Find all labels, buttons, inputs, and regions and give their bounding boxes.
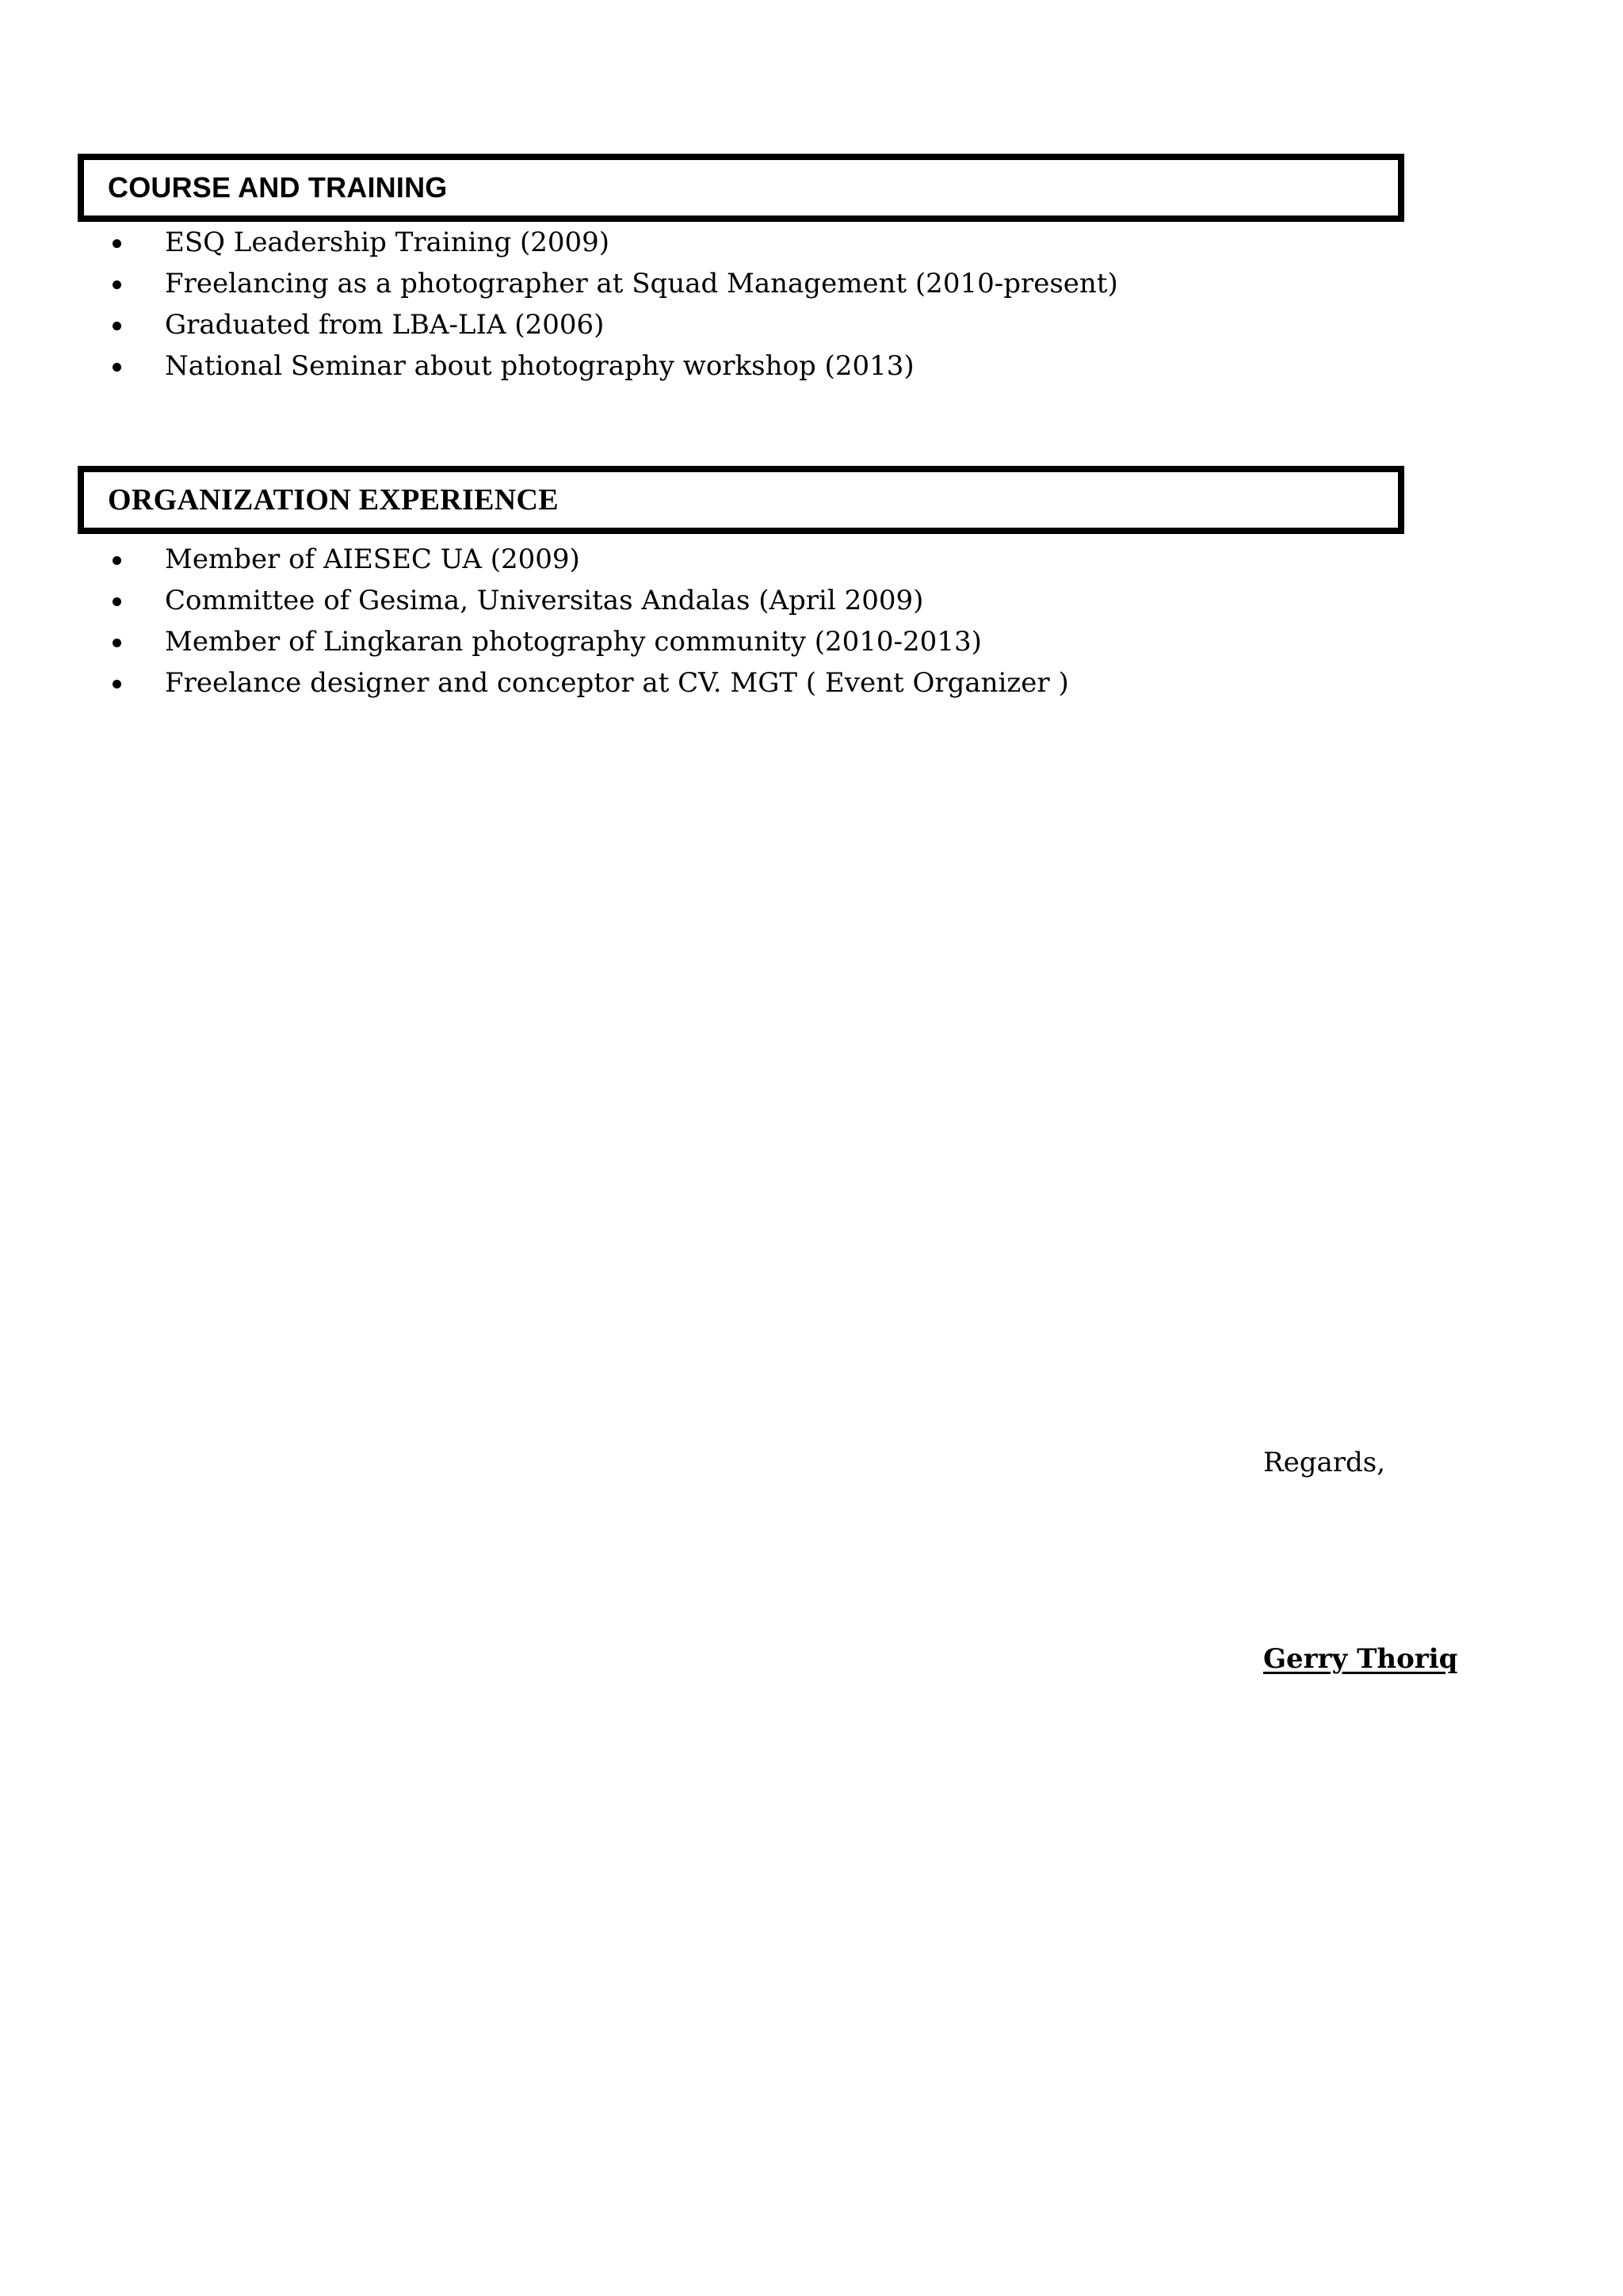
list-item-text: Graduated from LBA-LIA (2006) bbox=[165, 309, 605, 341]
list-item-text: Member of Lingkaran photography community (2010-2013) bbox=[165, 626, 982, 658]
organization-experience-heading: ORGANIZATION EXPERIENCE bbox=[108, 483, 559, 517]
list-item-text: Freelancing as a photographer at Squad Management (2010-present) bbox=[165, 268, 1118, 299]
bullet-icon bbox=[113, 363, 121, 372]
bullet-icon bbox=[113, 639, 121, 647]
bullet-icon bbox=[113, 556, 121, 565]
course-training-heading-box bbox=[78, 154, 1404, 222]
list-item-text: Committee of Gesima, Universitas Andalas (April 2009) bbox=[165, 585, 924, 616]
bullet-icon bbox=[113, 239, 121, 248]
list-item-text: National Seminar about photography workshop (2013) bbox=[165, 350, 915, 382]
signature-name: Gerry Thoriq bbox=[1263, 1643, 1458, 1675]
organization-experience-heading-box bbox=[78, 466, 1404, 534]
list-item-text: Member of AIESEC UA (2009) bbox=[165, 543, 580, 575]
bullet-icon bbox=[113, 597, 121, 606]
bullet-icon bbox=[113, 322, 121, 330]
bullet-icon bbox=[113, 280, 121, 289]
course-training-heading: COURSE AND TRAINING bbox=[108, 171, 448, 204]
list-item-text: Freelance designer and conceptor at CV. MGT ( Event Organizer ) bbox=[165, 667, 1069, 699]
bullet-icon bbox=[113, 680, 121, 688]
closing-salutation: Regards, bbox=[1263, 1447, 1386, 1478]
list-item-text: ESQ Leadership Training (2009) bbox=[165, 227, 610, 258]
